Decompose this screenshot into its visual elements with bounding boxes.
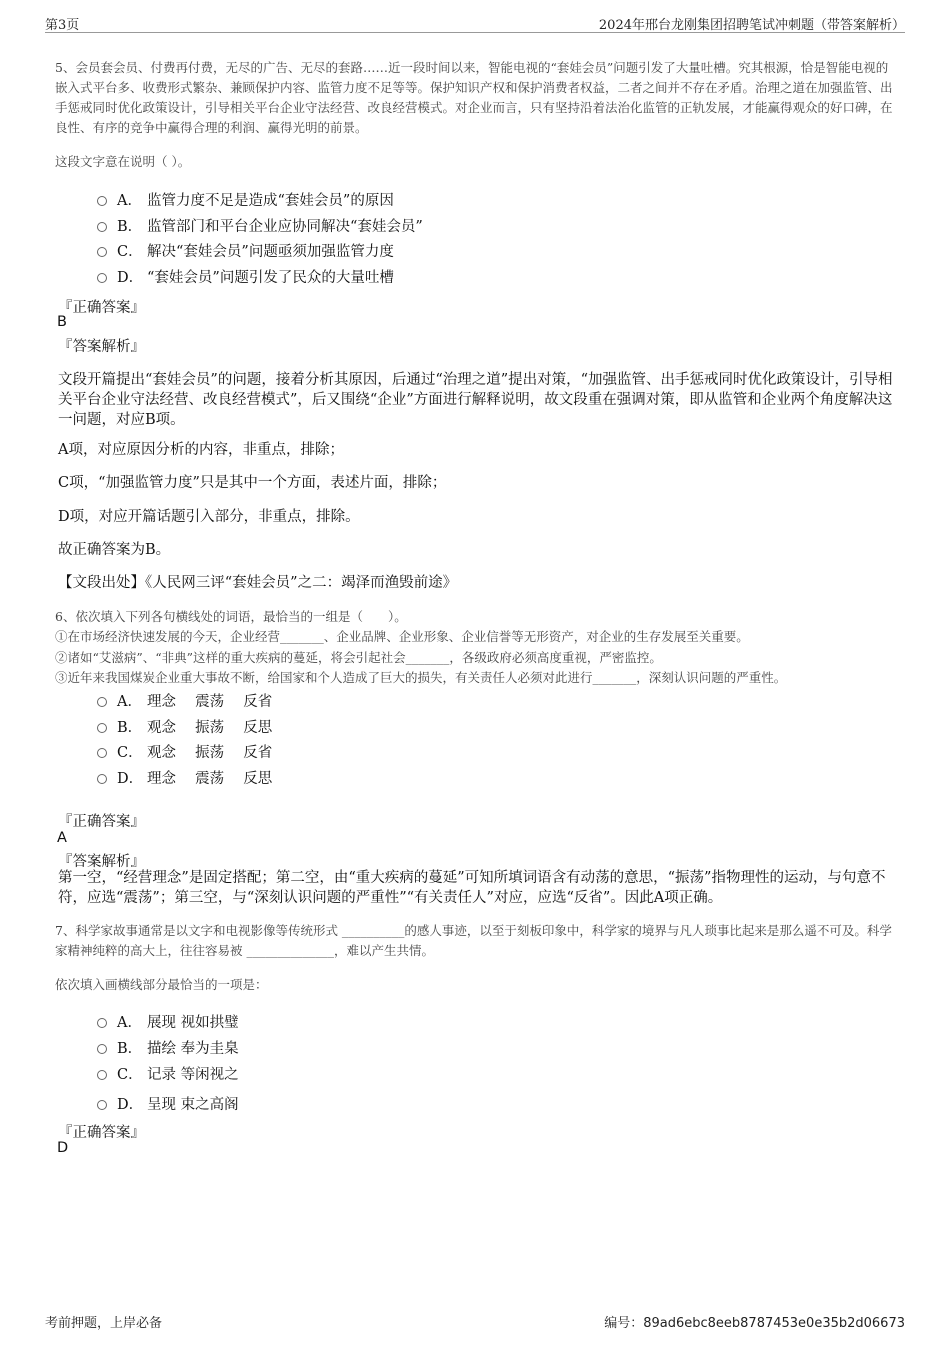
q7-answer: D <box>57 1140 69 1156</box>
q6-sentence-2: ②诸如“艾滋病”、“非典”这样的重大疾病的蔓延，将会引起社会_______，各级政府必须高度重视，严密监控。 <box>55 650 662 665</box>
page-number: 第3页 <box>45 18 80 33</box>
footer-slogan: 考前押题，上岸必备 <box>45 1316 163 1331</box>
q5-analysis-label: 『答案解析』 <box>58 339 145 355</box>
radio-icon[interactable] <box>97 1044 107 1054</box>
q7-option-a[interactable]: A． 展现 视如拱璧 <box>97 1011 239 1033</box>
page-header <box>45 10 905 33</box>
q5-option-d[interactable]: D． “套娃会员”问题引发了民众的大量吐槽 <box>97 266 394 288</box>
q5-answer: B <box>57 314 67 330</box>
q5-option-a[interactable]: A． 监管力度不足是造成“套娃会员”的原因 <box>97 189 394 211</box>
q6-option-d[interactable]: D． 理念 震荡 反思 <box>97 767 272 789</box>
footer-code-label: 编号： <box>604 1316 644 1331</box>
q6-option-a[interactable]: A． 理念 震荡 反省 <box>97 690 272 712</box>
q5-option-b[interactable]: B． 监管部门和平台企业应协同解决“套娃会员” <box>97 215 423 237</box>
q5-question: 这段文字意在说明（ ）。 <box>55 154 191 169</box>
q7-option-b[interactable]: B． 描绘 奉为圭臬 <box>97 1037 239 1059</box>
q5-analysis-paragraph: 文段开篇提出“套娃会员”的问题，接着分析其原因，后通过“治理之道”提出对策，“加强监管、出手惩戒同时优化政策设计，引导相关平台企业守法经营、改良经营模式”，后又围绕“企业”方面进行解释说明，故文段重在强调对策，即从监管和企业两个角度解决这一问题，对应B项。 <box>58 372 893 428</box>
q6-analysis-label: 『答案解析』 <box>58 854 145 870</box>
q6-answer: A <box>57 830 67 846</box>
radio-icon[interactable] <box>97 1070 107 1080</box>
q6-stem: 6、依次填入下列各句横线处的词语，最恰当的一组是（ ）。 <box>55 609 407 624</box>
q6-sentence-1: ①在市场经济快速发展的今天，企业经营_______、企业品牌、企业形象、企业信誉等无形资产，对企业的生存发展至关重要。 <box>55 629 749 644</box>
radio-icon[interactable] <box>97 1018 107 1028</box>
radio-icon[interactable] <box>97 222 107 232</box>
q5-conclusion: 故正确答案为B。 <box>58 542 171 558</box>
q6-option-b[interactable]: B． 观念 振荡 反思 <box>97 716 272 738</box>
q6-sentence-3: ③近年来我国煤炭企业重大事故不断，给国家和个人造成了巨大的损失，有关责任人必须对此进行_______，深刻认识问题的严重性。 <box>55 670 787 685</box>
q5-source: 【文段出处】《人民网三评“套娃会员”之二：竭泽而渔毁前途》 <box>58 575 458 591</box>
q6-answer-label: 『正确答案』 <box>58 814 145 830</box>
q5-analysis-d: D项，对应开篇话题引入部分，非重点，排除。 <box>58 509 360 525</box>
q5-option-c[interactable]: C． 解决“套娃会员”问题亟须加强监管力度 <box>97 240 394 262</box>
radio-icon[interactable] <box>97 774 107 784</box>
footer-code-value: 89ad6ebc8eeb8787453e0e35b2d06673 <box>643 1316 905 1331</box>
q7-option-d[interactable]: D． 呈现 束之高阁 <box>97 1093 239 1115</box>
q7-answer-label: 『正确答案』 <box>58 1125 145 1141</box>
q5-stem: 5、会员套会员、付费再付费，无尽的广告、无尽的套路……近一段时间以来，智能电视的“套娃会员”问题引发了大量吐槽。究其根源，恰是智能电视的嵌入式平台多、收费形式繁杂、兼顾保护内容、监管力度不足等等。保护知识产权和保护消费者权益，二者之间并不存在矛盾。治理之道在加强监管、出手惩戒同时优化政策设计，引导相关平台企业守法经营、改良经营模式。对企业而言，只有坚持沿着法治化监管的正轨发展，才能赢得观众的好口碑，在良性、有序的竞争中赢得合理的利润、赢得光明的前景。 <box>55 60 893 135</box>
q5-analysis-c: C项，“加强监管力度”只是其中一个方面，表述片面，排除； <box>58 475 447 491</box>
q7-question: 依次填入画横线部分最恰当的一项是： <box>55 977 268 992</box>
q7-stem: 7、科学家故事通常是以文字和电视影像等传统形式 __________的感人事迹，以至于刻板印象中，科学家的境界与凡人琐事比起来是那么遥不可及。科学家精神纯粹的高大上，往往容易被 ______________，难以产生共情。 <box>55 923 892 958</box>
radio-icon[interactable] <box>97 1100 107 1110</box>
radio-icon[interactable] <box>97 247 107 257</box>
radio-icon[interactable] <box>97 697 107 707</box>
q5-analysis-a: A项，对应原因分析的内容，非重点，排除； <box>58 442 344 458</box>
document-title: 2024年邢台龙刚集团招聘笔试冲刺题（带答案解析） <box>598 18 905 33</box>
footer-code <box>604 1312 905 1331</box>
radio-icon[interactable] <box>97 748 107 758</box>
q6-option-c[interactable]: C． 观念 振荡 反省 <box>97 741 272 763</box>
q7-option-c[interactable]: C． 记录 等闲视之 <box>97 1063 239 1085</box>
radio-icon[interactable] <box>97 273 107 283</box>
q6-analysis: 第一空，“经营理念”是固定搭配；第二空，由“重大疾病的蔓延”可知所填词语含有动荡的意思，“振荡”指物理性的运动，与句意不符，应选“震荡”；第三空，与“深刻认识问题的严重性”“有关责任人”对应，应选“反省”。因此A项正确。 <box>58 870 886 906</box>
radio-icon[interactable] <box>97 723 107 733</box>
radio-icon[interactable] <box>97 196 107 206</box>
q5-answer-label: 『正确答案』 <box>58 300 145 316</box>
